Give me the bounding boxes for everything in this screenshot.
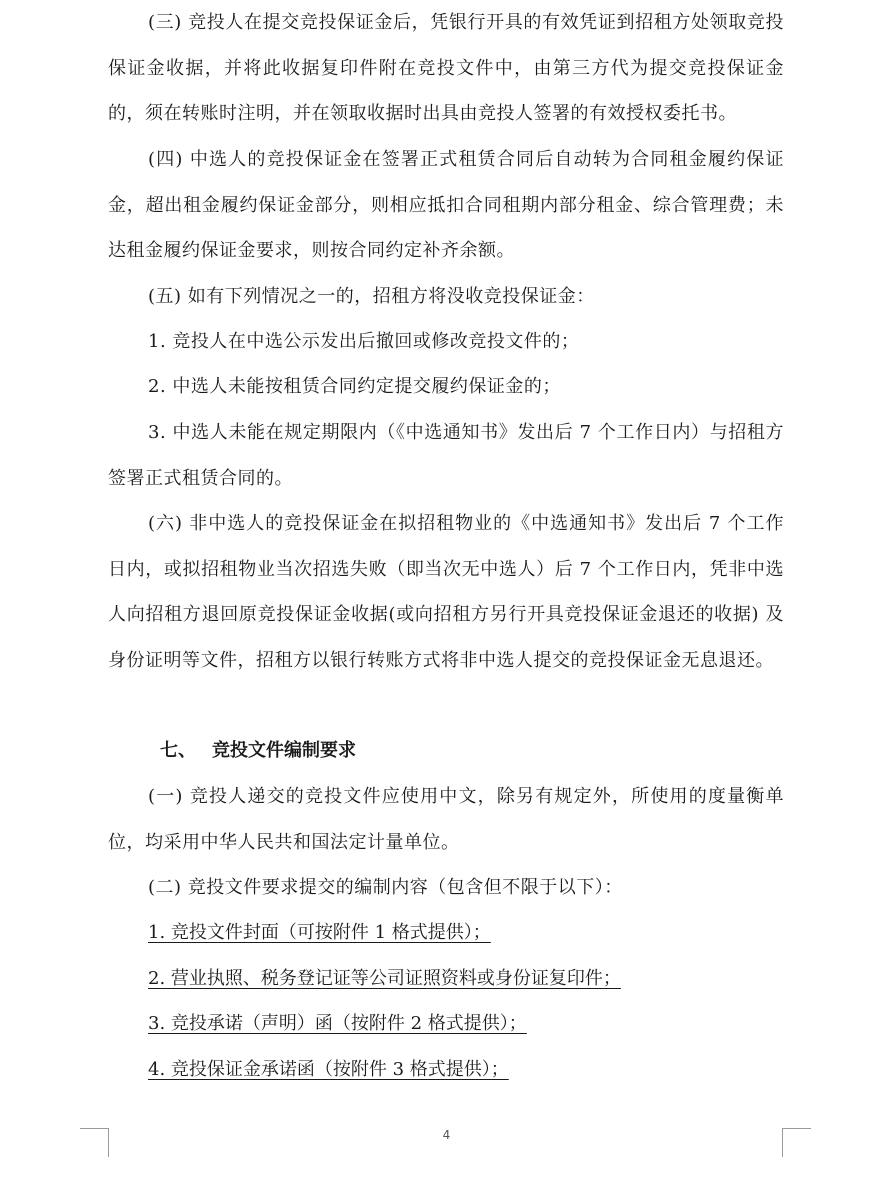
page-number: 4	[442, 1128, 451, 1142]
section-title: 竞投文件编制要求	[212, 740, 356, 761]
list-item: 3. 竞投承诺（声明）函（按附件 2 格式提供）；	[148, 1013, 527, 1034]
paragraph-language-units: (一) 竞投人递交的竞投文件应使用中文，除另有规定外，所使用的度量衡单位，均采用中华人民共和国法定计量单位。	[108, 786, 784, 853]
section-number: 七、	[160, 740, 196, 761]
forfeiture-item-1: 1. 竞投人在中选公示发出后撤回或修改竞投文件的；	[148, 331, 580, 352]
forfeiture-item-2: 2. 中选人未能按租赁合同约定提交履约保证金的；	[148, 376, 561, 397]
paragraph-deposit-refund: (六) 非中选人的竞投保证金在拟招租物业的《中选通知书》发出后 7 个工作日内，或拟招租物业当次招选失败（即当次无中选人）后 7 个工作日内，凭非中选人向招租方退回原竞投保证金收据(或向招租方另行开具竞投保证金退还的收据) 及身份证明等文件，招租方以银行转账方式将非中选人提交的竞投保证金无息退还。	[108, 513, 784, 671]
paragraph-deposit-conversion: (四) 中选人的竞投保证金在签署正式租赁合同后自动转为合同租金履约保证金，超出租金履约保证金部分，则相应抵扣合同租期内部分租金、综合管理费；未达租金履约保证金要求，则按合同约定补齐余额。	[108, 149, 784, 261]
paragraph-required-contents: (二) 竞投文件要求提交的编制内容（包含但不限于以下）：	[148, 877, 623, 898]
paragraph-forfeiture-conditions: (五) 如有下列情况之一的，招租方将没收竞投保证金：	[148, 286, 595, 307]
section-heading	[108, 728, 784, 773]
list-item: 2. 营业执照、税务登记证等公司证照资料或身份证复印件；	[148, 968, 621, 989]
list-item: 1. 竞投文件封面（可按附件 1 格式提供）；	[148, 922, 491, 943]
paragraph-deposit-receipt: (三) 竞投人在提交竞投保证金后，凭银行开具的有效凭证到招租方处领取竞投保证金收据，并将此收据复印件附在竞投文件中，由第三方代为提交竞投保证金的，须在转账时注明，并在领取收据时出具由竞投人签署的有效授权委托书。	[108, 12, 784, 124]
list-item: 4. 竞投保证金承诺函（按附件 3 格式提供）；	[148, 1059, 509, 1080]
forfeiture-item-3: 3. 中选人未能在规定期限内（《中选通知书》发出后 7 个工作日内）与招租方签署正式租赁合同的。	[108, 422, 784, 489]
